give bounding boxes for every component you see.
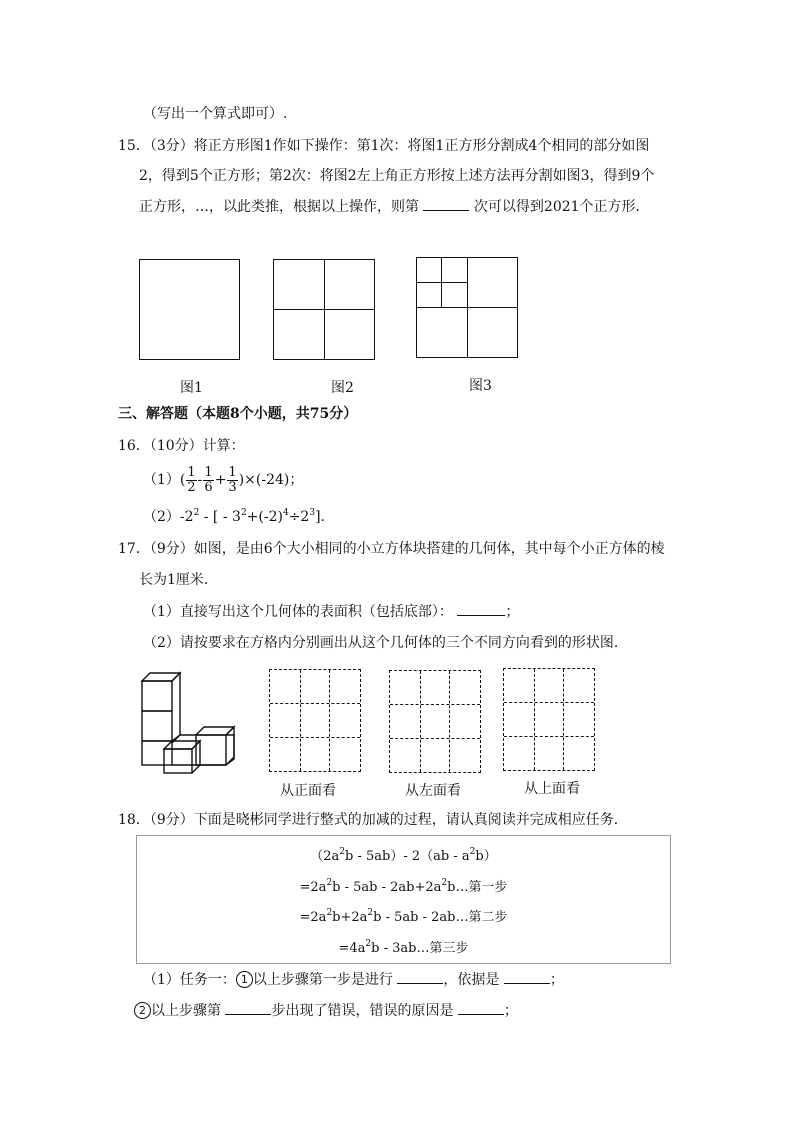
fraction-1-6 [203,466,213,495]
front-view-caption: 从正面看 [280,783,336,799]
work-text: b） [475,849,497,864]
q17-part1-end: ； [505,604,520,620]
exponent: 2 [339,847,346,857]
figure-2-divider-h [273,309,375,310]
top-view-grid[interactable] [503,668,595,771]
q18-line1 [118,811,628,829]
cube-face [172,735,234,765]
work-text: b - 5ab）- 2（ab - a [345,849,470,864]
work-line-1 [137,845,670,864]
q17-number: 17．（9分） [118,541,194,557]
q17-part2 [143,634,628,652]
cube-front [164,749,192,773]
q18-task2-end: ； [503,1003,518,1019]
grid-line [563,669,564,770]
q17-text-1: 如图，是由6个大小相同的小立方体块搭建的几何体，其中每个小正方体的棱 [193,541,665,557]
work-line-3 [137,906,670,925]
q16-part1 [143,463,303,497]
left-view-grid[interactable] [389,670,481,773]
fraction-1-2 [186,466,196,495]
figure-3-subdivider-h [416,282,467,283]
left-view-caption: 从左面看 [405,783,461,799]
work-text: b - 5ab - 2ab+2a [332,880,442,895]
section-3-heading: 三、解答题（本题8个小题，共75分） [118,406,358,422]
grid-line [420,671,421,772]
figure-1-square [139,259,240,360]
plus-sign: + [214,472,227,488]
fraction-denominator: 6 [204,479,213,495]
q16-part1-label: （1） [143,472,180,488]
cube-face [196,727,234,735]
q15-line2: 2，得到5个正方形；第2次：将图2左上角正方形按上述方法再分割如图3，得到9个 [139,168,655,184]
q16-part2 [143,508,325,526]
grid-line [504,702,594,703]
exponent: 4 [282,508,289,518]
grid-line [449,671,450,772]
q15-line3 [139,198,650,216]
q18-error-reason-blank[interactable] [458,1002,504,1015]
fraction-denominator: 3 [228,479,237,495]
q18-task2-text-a: 以上步骤第 [151,1003,221,1019]
fraction-denominator: 2 [187,479,196,495]
exponent: 2 [240,508,247,518]
circled-2-icon: 2 [134,1002,151,1019]
cube-face [142,673,180,681]
grid-line [390,738,480,739]
q18-task2 [134,1002,518,1020]
grid-line [329,670,330,771]
q18-task1-text-a: 以上步骤第一步是进行 [252,972,393,988]
q17-part2-label: （2） [143,635,180,651]
work-text: b…第一步 [447,880,508,895]
work-text: b - 5ab - 2ab…第二步 [373,910,508,925]
exponent: 2 [469,847,476,857]
q16-part2-a: -2 [179,509,194,525]
q15-number: 15．（3分） [118,138,194,154]
exponent: 2 [326,878,333,888]
q18-error-step-blank[interactable] [225,1002,271,1015]
cube-front [142,711,172,741]
q16-part2-c: +(-2) [246,509,283,525]
cube-face [164,741,200,749]
q17-surface-area-blank[interactable] [457,603,505,616]
q16-part1-open-paren: ( [179,472,186,488]
work-text: （2a [310,849,340,864]
grid-line [504,736,594,737]
q18-task2-text-b: 步出现了错误，错误的原因是 [271,1003,454,1019]
q16-part2-label: （2） [143,509,180,525]
front-view-grid[interactable] [269,669,361,772]
q18-task1-label: （1）任务一： [143,972,236,988]
cube-solid-figure [134,665,244,775]
grid-line [270,703,360,704]
minus-sign: - [197,472,203,488]
q18-operation-blank[interactable] [397,971,443,984]
fraction-1-3 [227,466,237,495]
q15-text-1: 将正方形图1作如下操作：第1次：将图1正方形分割成4个相同的部分如图 [193,138,650,154]
q15-text-3a: 正方形，…，以此类推，根据以上操作，则第 [139,199,419,215]
q18-text-1: 下面是晓彬同学进行整式的加减的过程，请认真阅读并完成相应任务． [193,812,628,828]
q18-task1 [143,971,564,989]
exponent: 2 [441,878,448,888]
grid-line [534,669,535,770]
q16-part2-b: - [ - 3 [199,509,241,525]
circled-1-icon: 1 [236,971,253,988]
grid-line [270,737,360,738]
exponent: 2 [365,939,372,949]
q16-heading: 16．（10分）计算： [118,438,245,454]
work-line-2 [137,876,670,895]
q17-part2-text: 请按要求在方格内分别画出从这个几何体的三个不同方向看到的形状图． [179,635,628,651]
fraction-numerator: 1 [187,464,196,480]
work-text: =2a [299,910,327,925]
grid-line [390,704,480,705]
figure-3-divider-h [416,307,518,308]
q17-part1-text: 直接写出这个几何体的表面积（包括底部）： [179,604,453,620]
q18-task1-end: ； [549,972,564,988]
work-text: b - 3ab…第三步 [371,941,469,956]
q17-part1-label: （1） [143,604,180,620]
fraction-numerator: 1 [228,464,237,480]
cube-face [172,673,180,743]
q16-part1-rest: )×(-24)； [238,472,304,488]
exponent: 2 [367,908,374,918]
fraction-numerator: 1 [204,464,213,480]
q18-task1-text-b: ，依据是 [443,972,500,988]
cube-front [142,681,172,711]
q16-part2-d: ÷2 [288,509,310,525]
q17-line2: 长为1厘米． [139,572,218,588]
exponent: 2 [193,508,200,518]
work-text: b+2a [332,910,368,925]
exponent: 2 [326,908,333,918]
q16-part2-e: ]. [315,509,325,525]
q18-number: 18．（9分） [118,812,194,828]
work-text: =4a [338,941,366,956]
grid-line [300,670,301,771]
figure-3-caption: 图3 [469,378,492,394]
exponent: 3 [309,508,316,518]
figure-2-caption: 图2 [331,380,354,396]
work-text: =2a [299,880,327,895]
student-work-box [136,835,671,964]
q15-line1 [118,137,649,155]
work-line-4 [137,937,670,956]
q15-text-3b: 次可以得到2021个正方形． [473,199,650,215]
q17-line1 [118,540,665,558]
figure-1-caption: 图1 [180,380,203,396]
q17-part1 [143,603,519,621]
top-view-caption: 从上面看 [524,781,580,797]
q14-tail: （写出一个算式即可）. [143,106,288,122]
q18-basis-blank[interactable] [504,971,550,984]
q15-answer-blank[interactable] [423,198,469,211]
